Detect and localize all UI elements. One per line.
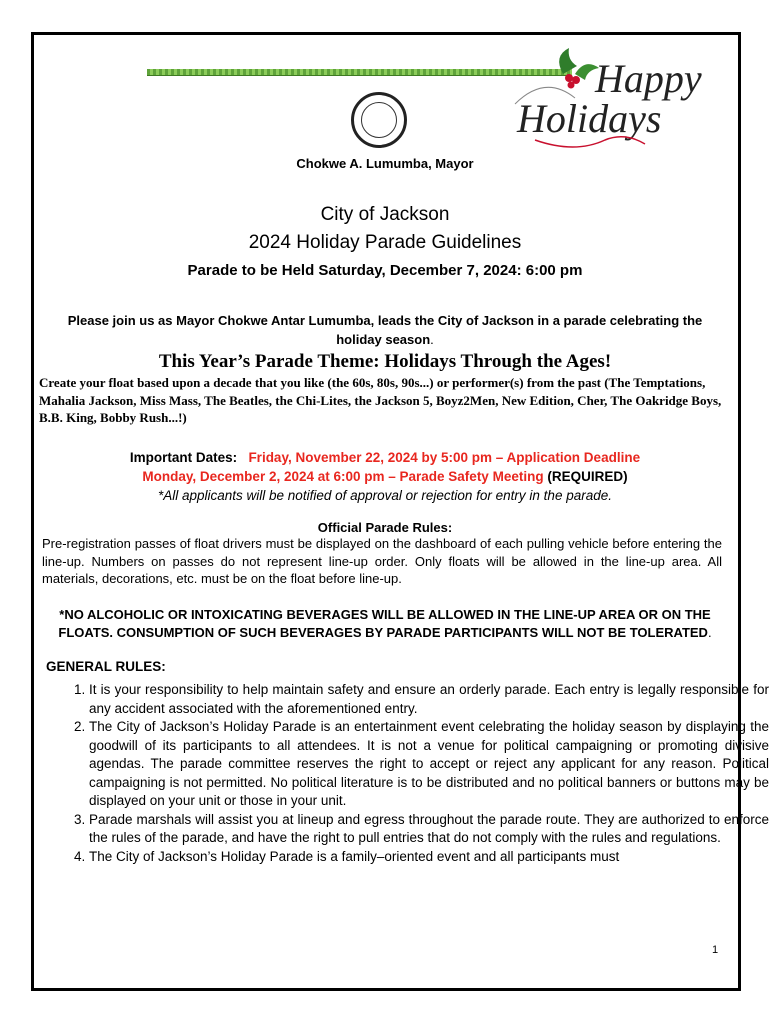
mayor-name: Chokwe A. Lumumba, Mayor: [296, 156, 474, 171]
safety-meeting: Monday, December 2, 2024 at 6:00 pm – Parade Safety Meeting: [142, 469, 544, 484]
rule-item: 4. The City of Jackson’s Holiday Parade is a family–oriented event and all participants must: [89, 848, 769, 867]
rule-item: 1. It is your responsibility to help maintain safety and ensure an orderly parade. Each entry is legally responsible for any accident associated with the aforementioned entry.: [89, 681, 769, 718]
dates-label: Important Dates:: [129, 450, 238, 465]
rule-item: 3. Parade marshals will assist you at lineup and egress throughout the parade route. They are authorized to enforce the rules of the parade, and have the right to pull entries that do not comply with the rules and regulations.: [89, 811, 769, 848]
alcohol-notice: *NO ALCOHOLIC OR INTOXICATING BEVERAGES WILL BE ALLOWED IN THE LINE-UP AREA OR ON THE FLOATS. CONSUMPTION OF SUCH BEVERAGES BY PARADE PARTICIPANTS WILL NOT BE TOLERATED.: [58, 607, 712, 640]
document-title: City of Jackson: [320, 204, 450, 225]
rule-item: 2. The City of Jackson’s Holiday Parade is an entertainment event celebrating the holiday season by displaying the goodwill of its participants to all attendees. It is not a venue for political campaigning or promoting divisive agendas. The parade committee reserves the right to accept or reject any applicant for any reason. Political campaigning is not permitted. No political literature is to be distributed and no political banners or buttons may be displayed on your unit or those in your unit.: [89, 718, 769, 811]
happy-holidays-logo: [505, 44, 715, 154]
page-number: 1: [712, 944, 719, 956]
required-tag: (REQUIRED): [547, 469, 628, 484]
theme-heading: This Year’s Parade Theme: Holidays Through the Ages!: [158, 351, 612, 372]
parade-date-line: Parade to be Held Saturday, December 7, 2024: 6:00 pm: [187, 262, 583, 279]
general-rules-heading: GENERAL RULES:: [46, 659, 166, 674]
invitation-paragraph: Please join us as Mayor Chokwe Antar Lumumba, leads the City of Jackson in a parade celebrating the holiday season.: [67, 313, 703, 347]
document-subtitle: 2024 Holiday Parade Guidelines: [248, 232, 522, 253]
official-rules-body: Pre-registration passes of float drivers must be displayed on the dashboard of each pulling vehicle before entering the line-up. Numbers on passes do not represent line-up order. Only floats will be allowed in the line-up area. All materials, decorations, etc. must be on the float before line-up.: [42, 536, 722, 586]
approval-note: *All applicants will be notified of approval or rejection for entry in the parade.: [157, 488, 612, 503]
theme-description: Create your float based upon a decade that you like (the 60s, 80s, 90s...) or performer(s) from the past (The Temptations, Mahalia Jackson, Miss Mass, The Beatles, the Chi-Lites, the Jackson 5, Boyz2Men, New Edition, Cher, The Oakridge Boys, B.B. King, Bobby Rush...!): [39, 375, 722, 425]
svg-text:Holidays: Holidays: [517, 96, 662, 141]
important-dates: [40, 448, 730, 505]
city-seal-icon: [351, 92, 407, 148]
official-rules-heading: Official Parade Rules:: [317, 520, 453, 535]
general-rules-list: [38, 681, 769, 866]
application-deadline: Friday, November 22, 2024 by 5:00 pm – Application Deadline: [248, 450, 641, 465]
svg-text:Happy: Happy: [595, 56, 702, 101]
